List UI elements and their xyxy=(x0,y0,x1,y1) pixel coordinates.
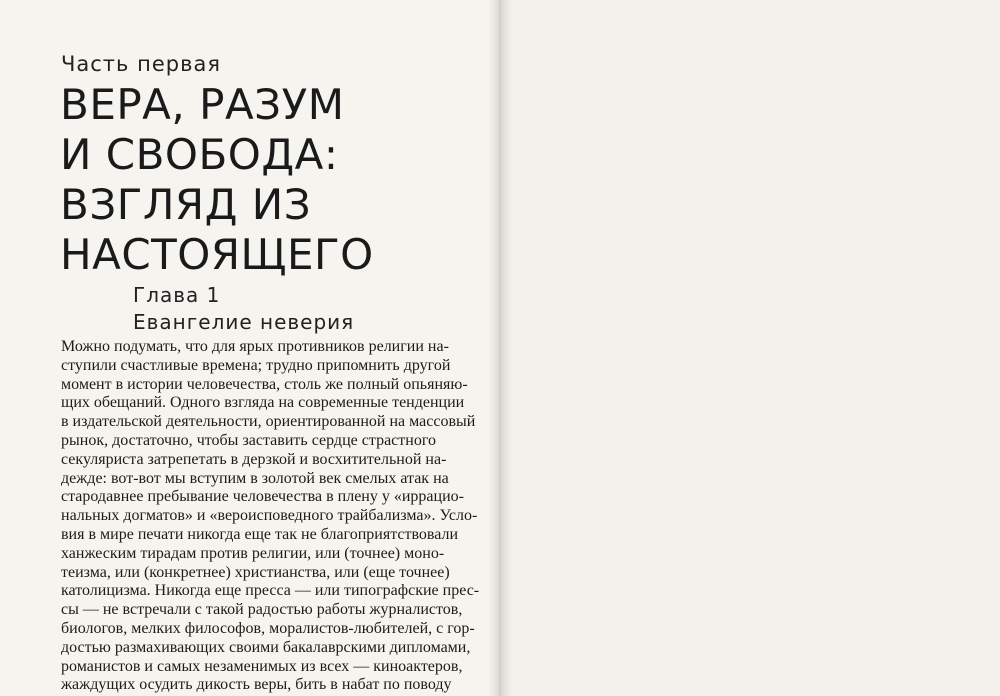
text-line: нальных догматов» и «вероисповедного трайбализма». Услo- xyxy=(61,507,478,525)
chapter-number: Глава 1 xyxy=(133,283,221,307)
part-title-line: ВЗГЛЯД ИЗ xyxy=(60,180,312,229)
chapter-heading xyxy=(133,282,354,336)
text-line: момент в истории человечества, столь же полный опьяняю- xyxy=(61,375,468,393)
text-line: в издательской деятельности, ориентированной на массовый xyxy=(61,413,476,431)
text-line: жаждущих осудить дикость веры, бить в набат по поводу xyxy=(61,676,452,694)
text-line: стародавнее пребывание человечества в плену у «иррацио- xyxy=(61,488,464,506)
text-line: вия в мире печати никогда еще так не благоприятствовали xyxy=(61,525,459,543)
text-line: теизма, или (конкретнее) христианства, или (еще точнее) xyxy=(61,563,450,581)
text-line: дежде: вот-вот мы вступим в золотой век смелых атак на xyxy=(61,469,449,487)
text-line: Можно подумать, что для ярых противников религии на- xyxy=(61,338,449,355)
part-title xyxy=(60,80,374,280)
text-line: ханжеским тирадам против религии, или (точнее) моно- xyxy=(61,544,445,562)
text-line: романистов и самых незаменимых из всех — киноактеров, xyxy=(61,657,463,675)
text-line: щих обещаний. Одного взгляда на современные тенденции xyxy=(61,394,465,412)
text-line: католицизма. Никогда еще пресса — или типографские прес- xyxy=(61,582,480,600)
left-body-text xyxy=(61,338,480,695)
left-page xyxy=(0,0,498,696)
text-line: сы — не встречали с такой радостью работы журналистов, xyxy=(61,601,463,619)
text-line: достью размахивающих своими бакалаврскими дипломами, xyxy=(61,638,471,656)
right-page xyxy=(500,0,1000,696)
part-title-line: И СВОБОДА: xyxy=(60,130,339,179)
part-title-line: ВЕРА, РАЗУМ xyxy=(60,80,345,129)
text-line: биологов, мелких философов, моралистов-любителей, с гор- xyxy=(61,619,475,637)
text-line: секуляриста затрепетать в дерзкой и восхитительной на- xyxy=(61,450,447,468)
part-title-line: НАСТОЯЩЕГО xyxy=(60,230,374,279)
text-line: рынок, достаточно, чтобы заставить сердце страстного xyxy=(61,431,436,449)
chapter-title: Евангелие неверия xyxy=(133,310,355,334)
part-label: Часть первая xyxy=(61,52,221,76)
text-line: ступили счастливые времена; трудно припомнить другой xyxy=(61,356,451,374)
